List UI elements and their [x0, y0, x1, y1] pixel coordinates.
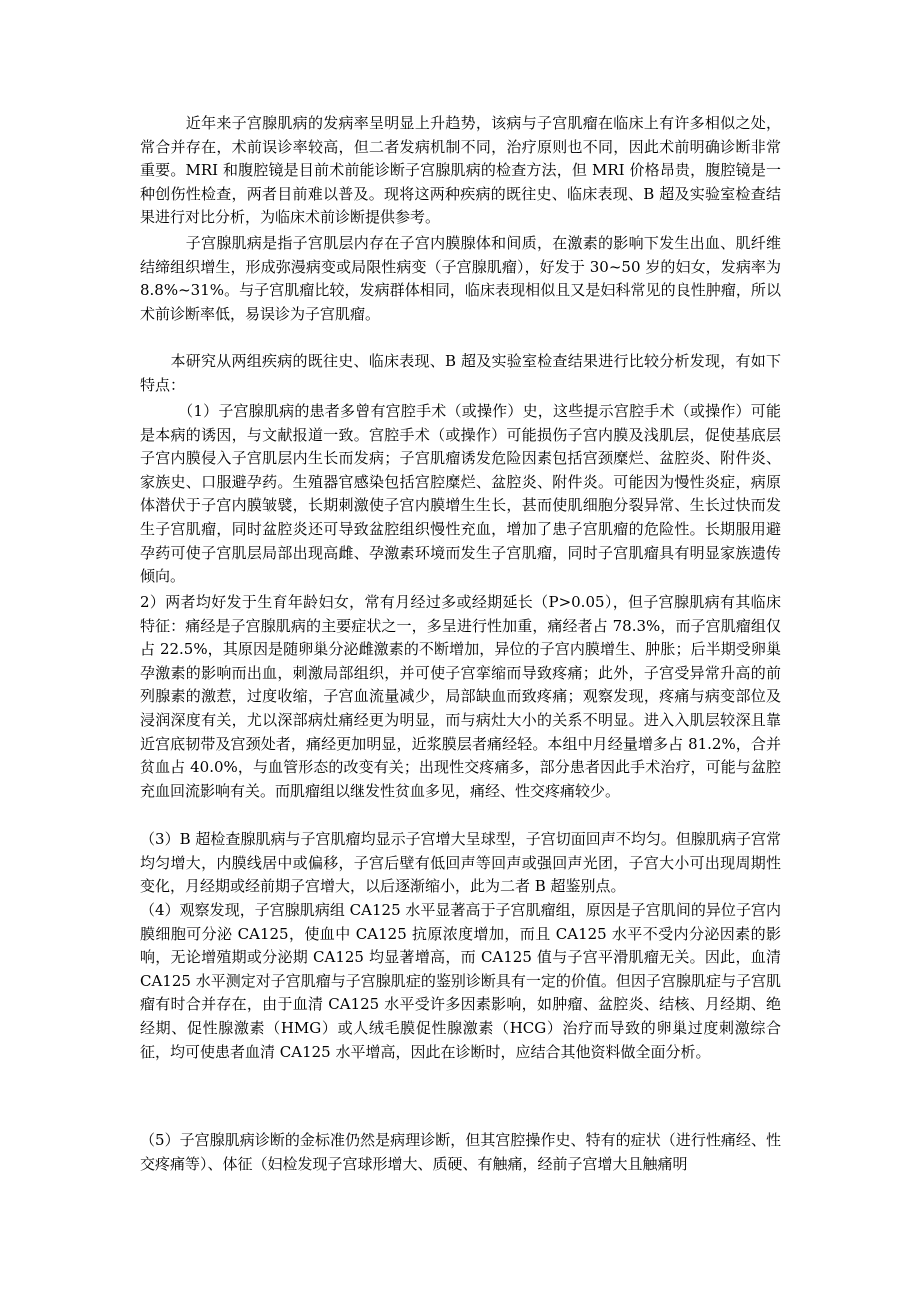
paragraph-text: （1）子宫腺肌病的患者多曾有宫腔手术（或操作）史，这些提示宫腔手术（或操作）可能是本病的诱因，与文献报道一致。宫腔手术（或操作）可能损伤子宫内膜及浅肌层，促使基底层子宫内膜侵入子宫肌层内生长而发病；子宫肌瘤诱发危险因素包括宫颈糜烂、盆腔炎、附件炎、家族史、口服避孕药。生殖器官感染包括宫腔糜烂、盆腔炎、附件炎。可能因为慢性炎症，病原体潜伏于子宫内膜皱襞，长期刺激使子宫内膜增生生长，甚而使肌细胞分裂异常、生长过快而发生子宫肌瘤，同时盆腔炎还可导致盆腔组织慢性充血，增加了患子宫肌瘤的危险性。长期服用避孕药可使子宫肌层局部出现高雌、孕激素环境而发生子宫肌瘤，同时子宫肌瘤具有明显家族遗传倾向。	[140, 402, 781, 586]
paragraph-text: 2）两者均好发于生育年龄妇女，常有月经过多或经期延长（P>0.05），但子宫腺肌病有其临床特征：痛经是子宫腺肌病的主要症状之一，多呈进行性加重，痛经者占 78.3%，而子宫肌瘤组仅占 22.5%，其原因是随卵巢分泌雌激素的不断增加，异位的子宫内膜增生、肿胀；后半期受卵巢孕激素的影响而出血，刺激局部组织，并可使子宫挛缩而导致疼痛；此外，子宫受异常升高的前列腺素的激惹，过度收缩，子宫血流量减少，局部缺血而致疼痛；观察发现，疼痛与病变部位及浸润深度有关，尤以深部病灶痛经更为明显，而与病灶大小的关系不明显。进入入肌层较深且靠近宫底韧带及宫颈处者，痛经更加明显，近浆膜层者痛经轻。本组中月经量增多占 81.2%，合并贫血占 40.0%，与血管形态的改变有关；出现性交疼痛多，部分患者因此手术治疗，可能与盆腔充血回流影响有关。而肌瘤组以继发性贫血多见，痛经、性交疼痛较少。	[140, 593, 781, 800]
paragraph-text: 本研究从两组疾病的既往史、临床表现、B 超及实验室检查结果进行比较分析发现，有如下特点：	[140, 352, 781, 394]
point-3-paragraph	[140, 828, 781, 899]
point-4-paragraph	[140, 899, 781, 1064]
paragraph-text: （4）观察发现，子宫腺肌病组 CA125 水平显著高于子宫肌瘤组，原因是子宫肌间的异位子宫内膜细胞可分泌 CA125，使血中 CA125 抗原浓度增加，而且 CA125 水平不受内分泌因素的影响，无论增殖期或分泌期 CA125 均显著增高，而 CA125 值与子宫平滑肌瘤无关。因此，血清 CA125 水平测定对子宫肌瘤与子宫腺肌症的鉴别诊断具有一定的价值。但因子宫腺肌症与子宫肌瘤有时合并存在，由于血清 CA125 水平受许多因素影响，如肿瘤、盆腔炎、结核、月经期、绝经期、促性腺激素（HMG）或人绒毛膜促性腺激素（HCG）治疗而导致的卵巢过度刺激综合征，均可使患者血清 CA125 水平增高，因此在诊断时，应结合其他资料做全面分析。	[140, 901, 781, 1061]
findings-intro-paragraph	[140, 350, 781, 397]
paragraph-text: （3）B 超检查腺肌病与子宫肌瘤均显示子宫增大呈球型，子宫切面回声不均匀。但腺肌病子宫常均匀增大，内膜线居中或偏移，子宫后壁有低回声等回声或强回声光团，子宫大小可出现周期性变化，月经期或经前期子宫增大，以后逐渐缩小，此为二者 B 超鉴别点。	[140, 830, 781, 896]
paragraph-text: （5）子宫腺肌病诊断的金标准仍然是病理诊断，但其宫腔操作史、特有的症状（进行性痛经、性交疼痛等）、体征（妇检发现子宫球形增大、质硬、有触痛，经前子宫增大且触痛明	[140, 1131, 781, 1173]
point-2-paragraph	[140, 591, 781, 803]
definition-paragraph	[140, 232, 781, 326]
paragraph-text: 近年来子宫腺肌病的发病率呈明显上升趋势，该病与子宫肌瘤在临床上有许多相似之处，常合并存在，术前误诊率较高，但二者发病机制不同，治疗原则也不同，因此术前明确诊断非常重要。MRI 和腹腔镜是目前术前能诊断子宫腺肌病的检查方法，但 MRI 价格昂贵，腹腔镜是一种创伤性检查，两者目前难以普及。现将这两种疾病的既往史、临床表现、B 超及实验室检查结果进行对比分析，为临床术前诊断提供参考。	[140, 114, 781, 227]
point-5-paragraph	[140, 1129, 781, 1176]
paragraph-text: 子宫腺肌病是指子宫肌层内存在子宫内膜腺体和间质，在激素的影响下发生出血、肌纤维结缔组织增生，形成弥漫病变或局限性病变（子宫腺肌瘤），好发于 30~50 岁的妇女，发病率为 8.8%~31%。与子宫肌瘤比较，发病群体相同，临床表现相似且又是妇科常见的良性肿瘤，所以术前诊断率低，易误诊为子宫肌瘤。	[140, 234, 781, 323]
point-1-paragraph	[140, 400, 781, 589]
intro-paragraph	[140, 112, 781, 230]
